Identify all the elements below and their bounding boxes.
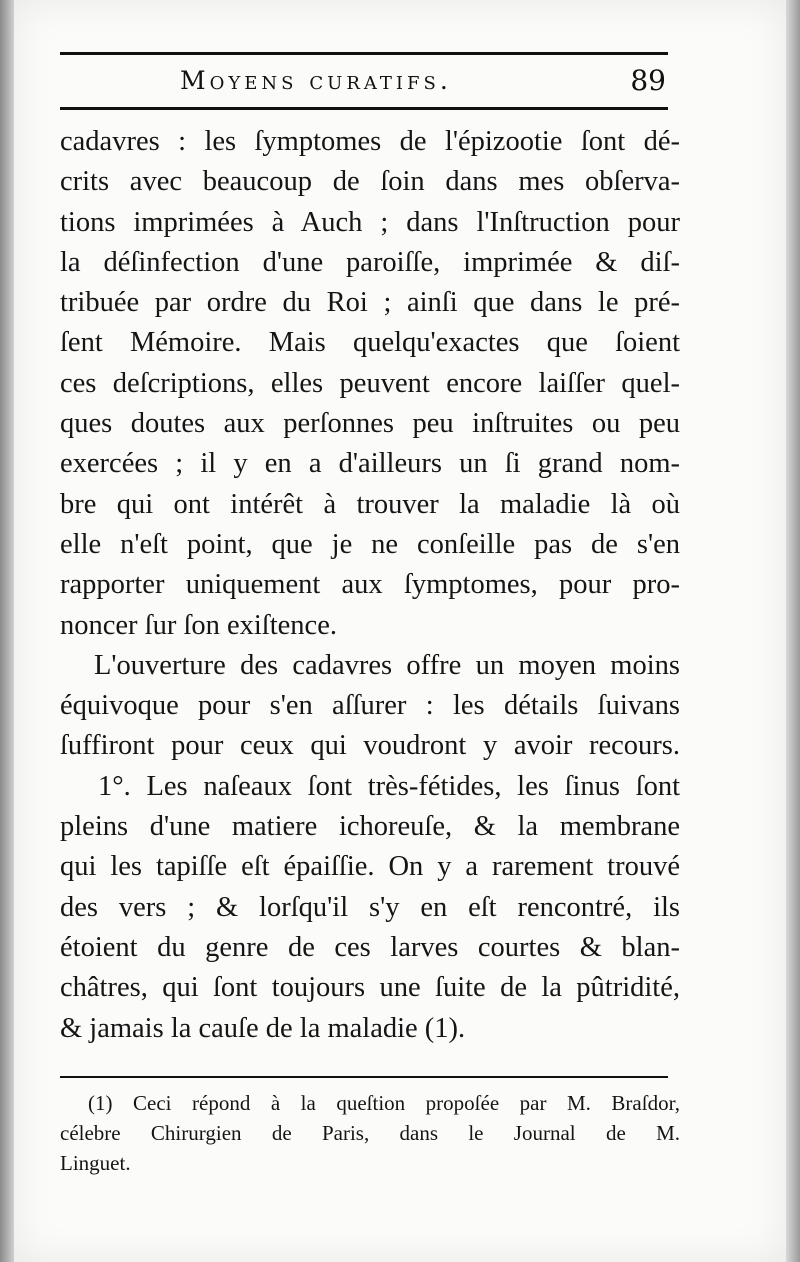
text-line: ques doutes aux perſonnes peu inſtruites ou peu <box>60 408 680 440</box>
header-rule <box>60 107 668 110</box>
text-line: rapporter uniquement aux ſymptomes, pour pro- <box>60 569 680 601</box>
book-page <box>14 0 786 1262</box>
text-line: ſuffiront pour ceux qui voudront y avoir recours. <box>60 730 680 762</box>
text-line: équivoque pour s'en aſſurer : les détails ſuivans <box>60 690 680 722</box>
text-line: étoient du genre de ces larves courtes & blan- <box>60 931 680 963</box>
text-line: tions imprimées à Auch ; dans l'Inſtruction pour <box>60 206 680 238</box>
text-line: elle n'eſt point, que je ne conſeille pas de s'en <box>60 528 680 560</box>
running-head <box>60 62 668 102</box>
book-gutter-shadow <box>0 0 14 1262</box>
footnote-line: (1) Ceci répond à la queſtion propoſée par M. Braſdor, <box>88 1091 680 1115</box>
footnote-line: Linguet. <box>60 1151 131 1175</box>
body-text <box>60 122 680 1049</box>
text-line: cadavres : les ſymptomes de l'épizootie ſont dé- <box>60 126 680 157</box>
text-line: bre qui ont intérêt à trouver la maladie là où <box>60 488 680 520</box>
footnote-rule <box>60 1076 668 1078</box>
page-edge-shadow <box>786 0 800 1262</box>
paragraph-first-line: 1°. Les naſeaux ſont très-fétides, les ſinus ſont <box>98 770 680 802</box>
text-line: qui les tapiſſe eſt épaiſſie. On y a rarement trouvé <box>60 851 680 883</box>
footnote <box>60 1088 680 1178</box>
text-line: exercées ; il y en a d'ailleurs un ſi grand nom- <box>60 448 680 480</box>
text-line: tribuée par ordre du Roi ; ainſi que dans le pré- <box>60 287 680 319</box>
running-head-title: Moyens curatifs. <box>180 66 452 95</box>
text-line: ſent Mémoire. Mais quelqu'exactes que ſoient <box>60 327 680 359</box>
text-line: la déſinfection d'une paroiſſe, imprimée & diſ- <box>60 246 680 278</box>
footnote-line: célebre Chirurgien de Paris, dans le Journal de M. <box>60 1121 680 1145</box>
page-number: 89 <box>630 64 666 97</box>
text-line: & jamais la cauſe de la maladie (1). <box>60 1012 466 1044</box>
text-line: pleins d'une matiere ichoreuſe, & la membrane <box>60 811 680 843</box>
text-line: noncer ſur ſon exiſtence. <box>60 609 337 641</box>
top-rule <box>60 52 668 55</box>
text-line: des vers ; & lorſqu'il s'y en eſt rencontré, ils <box>60 891 680 923</box>
text-line: crits avec beaucoup de ſoin dans mes obſerva- <box>60 166 680 198</box>
text-line: châtres, qui ſont toujours une ſuite de la pûtridité, <box>60 972 680 1004</box>
paragraph-first-line: L'ouverture des cadavres offre un moyen moins <box>94 649 680 681</box>
text-line: ces deſcriptions, elles peuvent encore laiſſer quel- <box>60 367 680 399</box>
